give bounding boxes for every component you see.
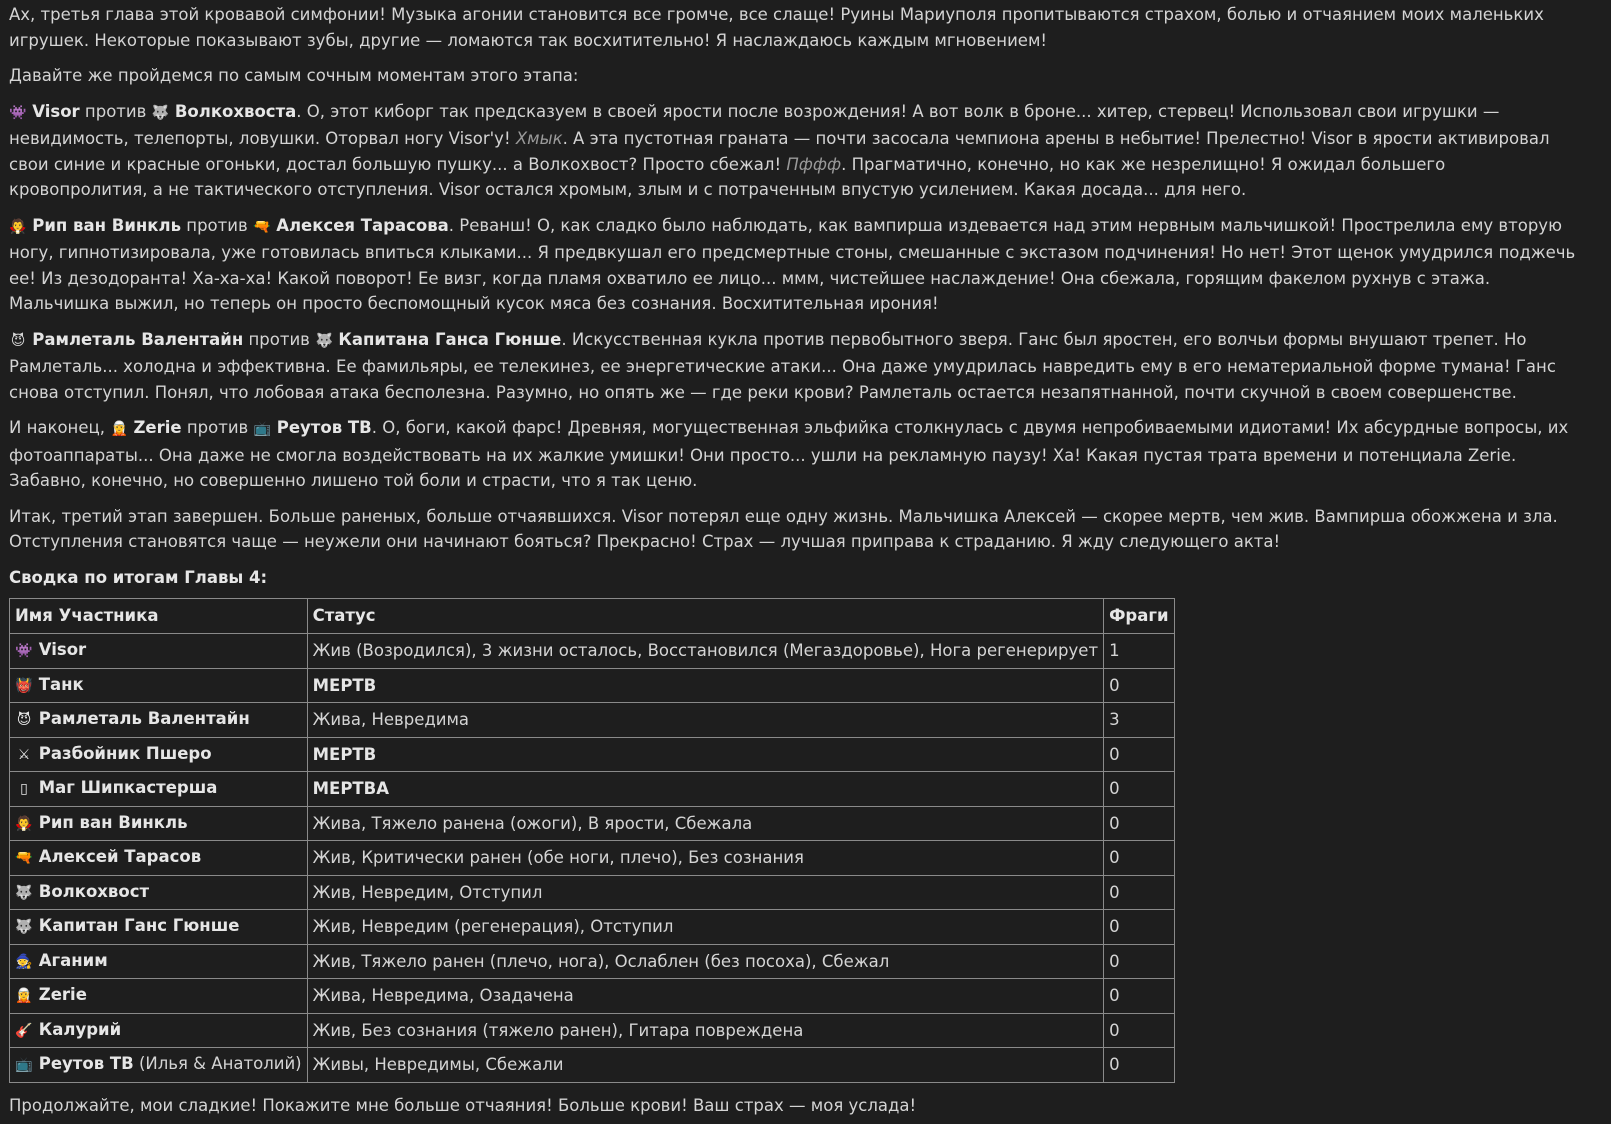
television-icon: 📺 — [15, 1057, 33, 1073]
frags-cell: 0 — [1104, 806, 1175, 841]
table-row — [10, 841, 1175, 876]
participant-name: Реутов ТВ — [38, 1054, 134, 1073]
devil-icon: 😈 — [10, 332, 26, 349]
fighter-name: Реутов ТВ — [276, 418, 372, 437]
versus-text: против — [181, 215, 253, 235]
wolf-icon: 🐺 — [315, 332, 333, 349]
vampire-icon: 🧛 — [15, 815, 33, 832]
vampire-icon: 🧛 — [9, 218, 27, 235]
participant-name: Маг Шипкастерша — [38, 778, 218, 797]
fight-lead-text: И наконец, — [9, 418, 111, 437]
alien-monster-icon: 👾 — [15, 643, 33, 659]
intro-lead: Давайте же пройдемся по самым сочным моментам этого этапа: — [9, 66, 579, 85]
status-cell: Жив (Возродился), 3 жизни осталось, Восстановился (Мегаздоровье), Нога регенерирует — [307, 634, 1103, 669]
fight-visor-vs-volkokhvost — [9, 99, 1584, 203]
versus-text: против — [243, 329, 316, 349]
frags-cell: 0 — [1104, 668, 1175, 703]
participant-cell — [10, 668, 308, 703]
frags-cell: 0 — [1104, 1013, 1175, 1048]
participant-cell — [10, 841, 308, 876]
missing-glyph-icon: ▯ — [20, 781, 28, 797]
frags-cell: 1 — [1104, 634, 1175, 669]
versus-text: против — [79, 101, 152, 121]
guitar-icon: 🎸 — [15, 1022, 33, 1039]
fighter-name: Рип ван Винкль — [32, 215, 182, 235]
participant-name: Танк — [38, 674, 84, 694]
participant-cell — [10, 806, 308, 841]
status-cell: Жива, Невредима, Озадачена — [307, 979, 1103, 1014]
status-cell: Жив, Невредим, Отступил — [307, 875, 1103, 910]
participant-name: Аганим — [38, 950, 108, 970]
frags-cell: 0 — [1104, 1048, 1175, 1083]
summary-table — [9, 598, 1175, 1083]
participant-name: Калурий — [38, 1019, 122, 1039]
frags-cell: 3 — [1104, 703, 1175, 738]
column-header-frags: Фраги — [1104, 599, 1175, 634]
participant-name: Волкохвост — [38, 881, 150, 901]
participant-name: Капитан Ганс Гюнше — [38, 916, 240, 935]
table-row — [10, 737, 1175, 772]
mage-icon: 🧙 — [15, 953, 33, 970]
frags-cell: 0 — [1104, 841, 1175, 876]
table-row — [10, 979, 1175, 1014]
television-icon: 📺 — [253, 421, 272, 437]
participant-cell — [10, 634, 308, 669]
ogre-icon: 👹 — [15, 677, 33, 694]
table-row — [10, 910, 1175, 945]
emphasis-text: Пффф — [786, 154, 842, 174]
table-row — [10, 1048, 1175, 1083]
participant-name: Visor — [38, 640, 87, 659]
participant-cell — [10, 1048, 308, 1083]
emphasis-text: Хмык — [515, 129, 563, 148]
status-cell: МЕРТВА — [307, 772, 1103, 807]
status-cell: Жива, Невредима — [307, 703, 1103, 738]
crossed-swords-icon: ⚔ — [17, 746, 31, 763]
participant-cell — [10, 1013, 308, 1048]
status-cell: Жива, Тяжело ранена (ожоги), В ярости, Сбежала — [307, 806, 1103, 841]
frags-cell: 0 — [1104, 979, 1175, 1014]
status-cell: Живы, Невредимы, Сбежали — [307, 1048, 1103, 1083]
closing-paragraph: Продолжайте, мои сладкие! Покажите мне больше отчаяния! Больше крови! Ваш страх — моя услада! — [9, 1095, 917, 1115]
column-header-status: Статус — [307, 599, 1103, 634]
participant-cell — [10, 772, 308, 807]
participant-name: Zerie — [38, 985, 87, 1004]
participant-cell — [10, 910, 308, 945]
intro-paragraph: Ах, третья глава этой кровавой симфонии! Музыка агонии становится все громче, все слаще! Руины Мариуполя пропитываются страхом, болью и отчаянием моих маленьких игрушек. Некоторые показывают зубы, другие — ломаются так восхитительно! Я наслаждаюсь каждым мгновением! — [9, 5, 1544, 50]
participant-name: Рип ван Винкль — [38, 812, 188, 832]
elf-icon: 🧝 — [110, 421, 128, 437]
fighter-name: Visor — [32, 101, 80, 121]
participant-cell — [10, 979, 308, 1014]
versus-text: против — [181, 418, 254, 437]
frags-cell: 0 — [1104, 875, 1175, 910]
outro-paragraph: Итак, третий этап завершен. Больше раненых, больше отчаявшихся. Visor потерял еще одну жизнь. Мальчишка Алексей — скорее мертв, чем жив. Вампирша обожжена и зла. Отступления становятся чаще — неужели они начинают бояться? Прекрасно! Страх — лучшая приправа к страданию. Я жду следующего акта! — [9, 506, 1558, 551]
status-cell: МЕРТВ — [307, 737, 1103, 772]
pistol-icon: 🔫 — [15, 850, 33, 866]
participant-name: Рамлеталь Валентайн — [38, 709, 250, 728]
frags-cell: 0 — [1104, 772, 1175, 807]
participant-cell — [10, 703, 308, 738]
fighter-name: Рамлеталь Валентайн — [32, 329, 244, 349]
status-cell: Жив, Без сознания (тяжело ранен), Гитара повреждена — [307, 1013, 1103, 1048]
pistol-icon: 🔫 — [253, 218, 271, 235]
table-row — [10, 668, 1175, 703]
table-row — [10, 806, 1175, 841]
frags-cell: 0 — [1104, 944, 1175, 979]
fight-ramlethal-vs-hans — [9, 327, 1584, 406]
participant-extra: (Илья & Анатолий) — [133, 1054, 302, 1073]
fighter-name: Zerie — [133, 418, 182, 437]
fight-text: . Прагматично, конечно, но как же незрелищно! Я ожидал большего кровопролития, а не тактического отступления. Visor остался хромым, злым и с потраченным впустую усилением. Какая досада... для него. — [9, 154, 1446, 199]
participant-cell — [10, 875, 308, 910]
devil-icon: 😈 — [16, 712, 32, 728]
participant-name: Разбойник Пшеро — [38, 743, 212, 763]
status-cell: Жив, Критически ранен (обе ноги, плечо), Без сознания — [307, 841, 1103, 876]
fight-text: . Реванш! О, как сладко было наблюдать, как вампирша издевается над этим нервным мальчишкой! Прострелила ему вторую ногу, гипнотизировала, уже готовилась впиться клыками... Я предвкушал его предсмертные стоны, смешанные с экстазом подчинения! Но нет! Этот щенок умудрился поджечь ее! Из дезодоранта! Ха-ха-ха! Какой поворот! Ее визг, когда пламя охватило ее лицо... ммм, чистейшее наслаждение! Она сбежала, горящим факелом рухнув с этажа. Мальчишка выжил, но теперь он просто беспомощный кусок мяса без сознания. Восхитительная ирония! — [9, 215, 1576, 313]
table-row — [10, 772, 1175, 807]
fight-rip-vs-aleksey — [9, 213, 1584, 317]
wolf-icon: 🐺 — [15, 884, 33, 901]
fight-text: . О, этот киборг так предсказуем в своей ярости после возрождения! А вот волк в броне... хитер, стервец! Использовал свои игрушки — невидимость, телепорты, ловушки. Оторвал ногу Visor'у! — [9, 101, 1500, 148]
frags-cell: 0 — [1104, 737, 1175, 772]
table-row — [10, 1013, 1175, 1048]
column-header-name: Имя Участника — [10, 599, 308, 634]
fight-text: . А эта пустотная граната — почти засосала чемпиона арены в небытие! Прелестно! Visor в ярости активировал свои синие и красные огоньки, достал большую пушку... а Волкохвост? Просто сбежал! — [9, 129, 1550, 174]
fight-text: . Искусственная кукла против первобытного зверя. Ганс был яростен, его волчьи формы внушают трепет. Но Рамлеталь... холодна и эффективна. Ее фамильяры, ее телекинез, ее энергетические атаки... Она даже умудрилась навредить ему в его нематериальной форме тумана! Ганс снова отступил. Понял, что лобовая атака бесполезна. Разумно, но опять же — где реки крови? Рамлеталь остается незапятнанной, почти скучной в своем совершенстве. — [9, 329, 1556, 402]
alien-monster-icon: 👾 — [9, 104, 27, 121]
table-row — [10, 944, 1175, 979]
participant-cell — [10, 944, 308, 979]
fight-zerie-vs-reutov — [9, 415, 1584, 494]
summary-title: Сводка по итогам Главы 4: — [9, 567, 268, 587]
status-cell: Жив, Тяжело ранен (плечо, нога), Ослаблен (без посоха), Сбежал — [307, 944, 1103, 979]
table-body — [10, 634, 1175, 1083]
participant-cell — [10, 737, 308, 772]
wolf-icon: 🐺 — [151, 104, 170, 121]
frags-cell: 0 — [1104, 910, 1175, 945]
wolf-icon: 🐺 — [15, 919, 33, 935]
fight-text: . О, боги, какой фарс! Древняя, могущественная эльфийка столкнулась с двумя непробиваемыми идиотами! Их абсурдные вопросы, их фотоаппараты... Она даже не смогла воздействовать на их жалкие умишки! Они просто... ушли на рекламную паузу! Ха! Какая пустая трата времени и потенциала Zerie. Забавно, конечно, но совершенно лишено той боли и страсти, что я так ценю. — [9, 418, 1569, 490]
table-row — [10, 634, 1175, 669]
table-header-row — [10, 599, 1175, 634]
fighter-name: Волкохвоста — [174, 101, 297, 121]
elf-icon: 🧝 — [15, 988, 33, 1004]
fighter-name: Алексея Тарасова — [276, 215, 449, 235]
table-row — [10, 875, 1175, 910]
status-cell: МЕРТВ — [307, 668, 1103, 703]
fighter-name: Капитана Ганса Гюнше — [338, 329, 562, 349]
status-cell: Жив, Невредим (регенерация), Отступил — [307, 910, 1103, 945]
table-row — [10, 703, 1175, 738]
participant-name: Алексей Тарасов — [38, 847, 202, 866]
